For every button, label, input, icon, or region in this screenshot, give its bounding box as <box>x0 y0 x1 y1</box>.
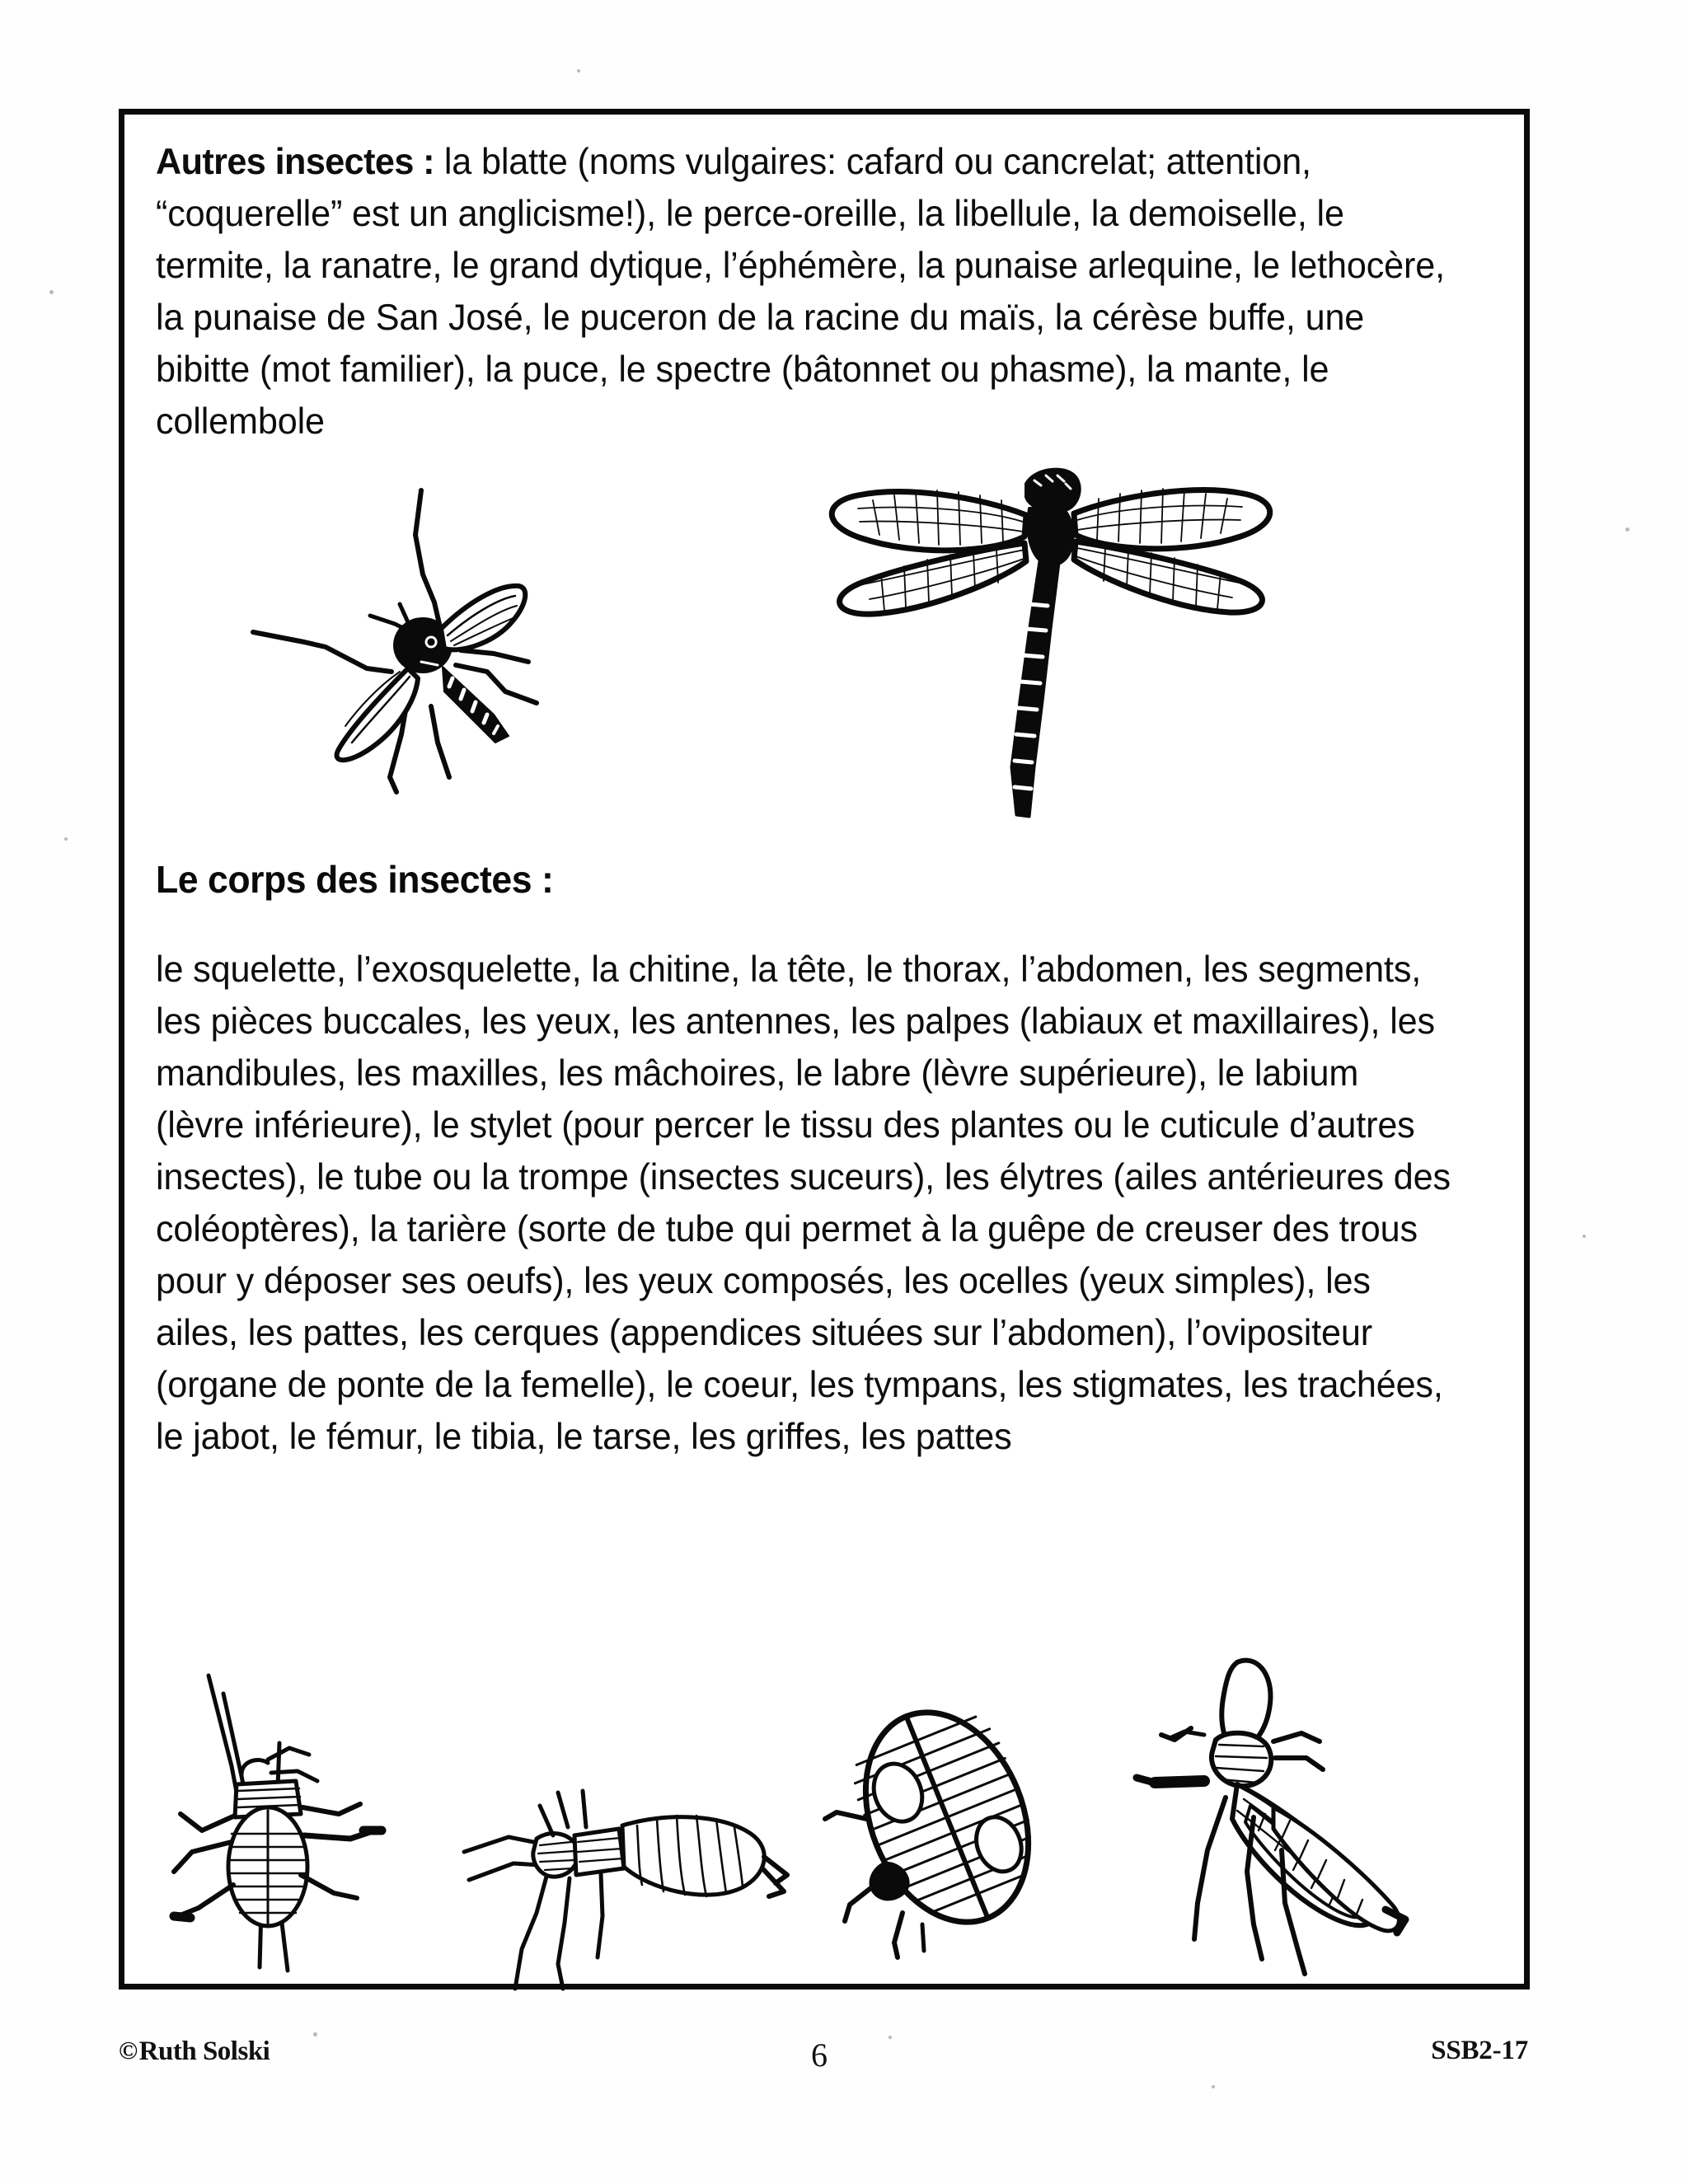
mosquito-illustration <box>246 471 543 792</box>
earwig-illustration <box>461 1760 790 1990</box>
copyright-holder: Ruth Solski <box>138 2036 270 2066</box>
bottom-illustration-row <box>156 1669 1496 1982</box>
top-illustration-row <box>156 462 1496 808</box>
ladybug-illustration <box>815 1685 1087 1957</box>
page-footer <box>119 2036 1530 2085</box>
insect-body-paragraph: le squelette, l’exosquelette, la chitine, la tête, le thorax, l’abdomen, les segments, les pièces buccales, les yeux, les antennes, les palpes (labiaux et maxillaires), les mandibules, les maxilles, les mâchoires, le labre (lèvre supérieure), le labium (lèvre inférieure), le stylet (pour percer le tissu des plantes ou le cuticule d’autres insectes), le tube ou la trompe (insectes suceurs), les élytres (ailes antérieures des coléoptères), la tarière (sorte de tube qui permet à la guêpe de creuser des trous pour y déposer ses oeufs), les yeux composés, les ocelles (yeux simples), les ailes, les pattes, les cerques (appendices situées sur l’abdomen), l’ovipositeur (organe de ponte de la femelle), le coeur, les tympans, les stigmates, les trachées, le jabot, le fémur, le tibia, le tarse, les griffes, les pattes <box>156 949 1451 1457</box>
other-insects-body: la blatte (noms vulgaires: cafard ou cancrelat; attention, “coquerelle” est un anglicisme!), le perce-oreille, la libellule, la demoiselle, le termite, la ranatre, le grand dytique, l’éphémère, la punaise arlequine, le lethocère, la punaise de San José, le puceron de la racine du maïs, la cérèse buffe, une bibitte (mot familier), la puce, le spectre (bâtonnet ou phasme), la mante, le collembole <box>156 142 1445 442</box>
product-code: SSB2-17 <box>1431 2036 1528 2065</box>
true-bug-illustration <box>156 1669 428 1974</box>
other-insects-paragraph <box>156 136 1456 448</box>
dragonfly-illustration <box>782 454 1310 850</box>
other-insects-label: Autres insectes : <box>156 142 434 182</box>
worksheet-content-box <box>119 109 1530 1990</box>
page-number: 6 <box>811 2036 828 2074</box>
winged-insect-illustration <box>1112 1652 1458 1982</box>
copyright-notice <box>119 2036 270 2067</box>
insect-body-heading: Le corps des insectes : <box>156 858 554 901</box>
copyright-icon: © <box>119 2036 138 2064</box>
